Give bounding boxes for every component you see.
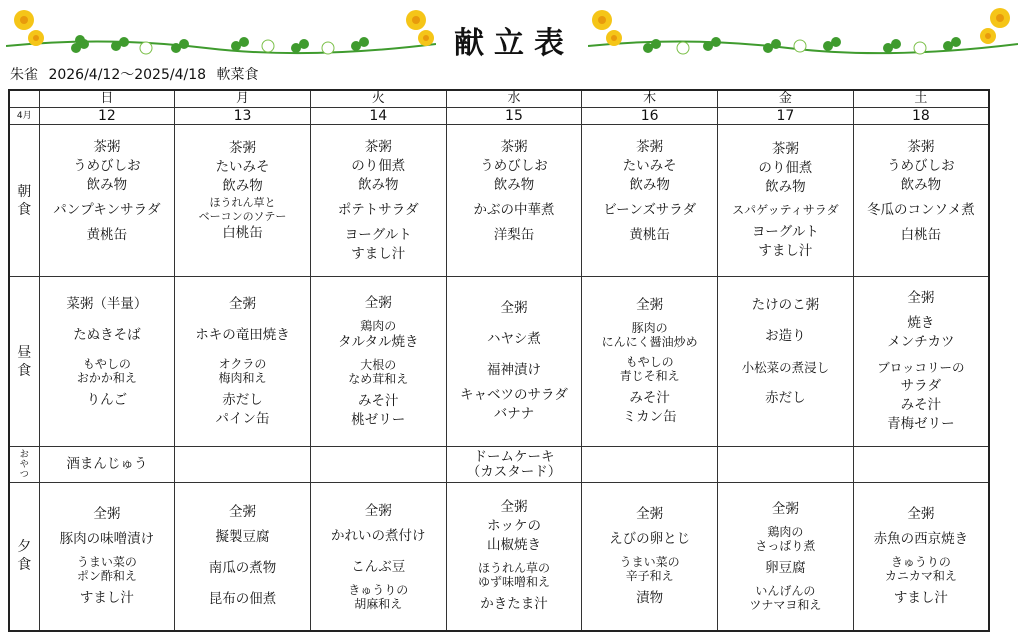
menu-item: かきたま汁 xyxy=(480,596,548,613)
menu-item: 全粥 xyxy=(907,290,935,306)
menu-item: こんぶ豆 xyxy=(351,558,406,575)
dinner-sat xyxy=(853,483,989,631)
lunch-row xyxy=(9,277,989,447)
menu-item: オクラの xyxy=(218,356,267,371)
menu-item: うまい菜の xyxy=(76,554,137,569)
menu-item: 桃ゼリー xyxy=(351,411,406,428)
menu-item: 全粥 xyxy=(364,294,392,311)
weekday-cell: 土 xyxy=(853,90,989,108)
menu-item: 黄桃缶 xyxy=(629,226,670,243)
menu-item: のり佃煮 xyxy=(351,157,406,174)
menu-item: ホッケの xyxy=(486,518,541,535)
menu-item: 全粥 xyxy=(771,501,799,518)
menu-item: 白桃缶 xyxy=(222,225,263,241)
lunch-fri xyxy=(718,277,854,447)
menu-item: りんご xyxy=(86,391,128,408)
weekday-cell: 木 xyxy=(582,90,718,108)
facility-name: 朱雀 xyxy=(10,67,38,83)
menu-item: 辛子和え xyxy=(625,568,674,583)
breakfast-fri xyxy=(718,125,854,277)
dinner-sun xyxy=(39,483,175,631)
menu-item: 飲み物 xyxy=(493,176,535,193)
menu-item: かぶの中華煮 xyxy=(473,201,555,218)
menu-item: みそ汁 xyxy=(358,392,399,409)
menu-item: おかか和え xyxy=(76,370,137,385)
snack-sun xyxy=(39,447,175,483)
menu-item: うめびしお xyxy=(887,157,955,174)
snack-mon xyxy=(175,447,311,483)
menu-item: 全粥 xyxy=(636,505,664,522)
menu-item: もやしの xyxy=(625,355,674,369)
weekday-cell: 水 xyxy=(446,90,582,108)
lunch-sat xyxy=(853,277,989,447)
weekday-cell: 日 xyxy=(39,90,175,108)
menu-item: 茶粥 xyxy=(636,138,664,155)
menu-item: 茶粥 xyxy=(771,141,799,157)
menu-item: 茶粥 xyxy=(907,138,935,155)
snack-tue xyxy=(310,447,446,483)
corner-cell xyxy=(9,90,39,108)
menu-item: タルタル焼き xyxy=(338,333,419,350)
menu-item: 胡麻和え xyxy=(354,596,403,611)
menu-item: なめ茸和え xyxy=(348,371,409,386)
menu-item: 小松菜の煮浸し xyxy=(741,360,830,375)
menu-subtitle xyxy=(10,64,264,84)
dinner-tue xyxy=(310,483,446,631)
diet-type: 軟菜食 xyxy=(216,67,259,83)
menu-item: 鶏肉の xyxy=(767,525,804,540)
menu-item: 擬製豆腐 xyxy=(215,529,270,546)
menu-item: すまし汁 xyxy=(893,589,948,606)
menu-item: パイン缶 xyxy=(215,410,270,427)
menu-item: 茶粥 xyxy=(229,140,257,156)
menu-item: ポテトサラダ xyxy=(337,201,419,218)
menu-item: すまし汁 xyxy=(79,589,134,606)
menu-item: 赤魚の西京焼き xyxy=(873,530,969,547)
menu-item: 山椒焼き xyxy=(486,537,541,554)
menu-item: （カスタード） xyxy=(466,463,562,480)
menu-item: サラダ xyxy=(900,378,942,394)
menu-item: ミカン缶 xyxy=(622,409,677,425)
menu-item: 茶粥 xyxy=(93,138,121,155)
menu-item: 飲み物 xyxy=(86,176,128,193)
menu-item: のり佃煮 xyxy=(758,160,813,176)
menu-item: すまし汁 xyxy=(351,245,406,262)
menu-item: たぬきそば xyxy=(73,326,141,343)
menu-item: 冬瓜のコンソメ煮 xyxy=(866,201,975,218)
menu-item: 南瓜の煮物 xyxy=(208,560,277,577)
menu-item: うめびしお xyxy=(73,157,141,174)
menu-item: すまし汁 xyxy=(758,243,813,259)
dinner-label: 夕 食 xyxy=(9,483,39,631)
menu-item: 全粥 xyxy=(229,295,257,312)
menu-item: 全粥 xyxy=(93,505,121,522)
menu-item: 茶粥 xyxy=(500,138,528,155)
month-label: 4月 xyxy=(9,108,39,125)
snack-thu xyxy=(582,447,718,483)
breakfast-mon xyxy=(175,125,311,277)
weekday-cell: 金 xyxy=(718,90,854,108)
dinner-wed xyxy=(446,483,582,631)
dinner-mon xyxy=(175,483,311,631)
lunch-label: 昼 食 xyxy=(9,277,39,447)
snack-sat xyxy=(853,447,989,483)
menu-item: 昆布の佃煮 xyxy=(208,591,277,608)
lunch-mon xyxy=(175,277,311,447)
menu-item: さっぱり煮 xyxy=(755,539,816,554)
menu-item: もやしの xyxy=(82,356,131,371)
menu-item: ブロッコリーの xyxy=(877,360,965,375)
menu-item: 全粥 xyxy=(229,504,257,521)
lunch-tue xyxy=(310,277,446,447)
menu-item: メンチカツ xyxy=(887,334,955,350)
date-cell: 13 xyxy=(175,108,311,125)
menu-item: 漬物 xyxy=(636,589,664,606)
menu-item: うまい菜の xyxy=(619,554,680,569)
menu-item: いんげんの xyxy=(755,584,816,599)
menu-item: ハヤシ煮 xyxy=(487,331,541,347)
dinner-row xyxy=(9,483,989,631)
menu-item: きゅうりの xyxy=(348,582,409,597)
lunch-thu xyxy=(582,277,718,447)
menu-item: カニカマ和え xyxy=(884,568,957,583)
date-cell: 14 xyxy=(310,108,446,125)
menu-item: キャベツのサラダ xyxy=(460,387,568,403)
menu-item: 豚肉の xyxy=(631,321,668,335)
menu-item: 赤だし xyxy=(765,390,806,406)
menu-item: 飲み物 xyxy=(358,176,399,193)
menu-item: ドームケーキ xyxy=(473,448,555,465)
weekday-cell: 月 xyxy=(175,90,311,108)
menu-item: ホキの竜田焼き xyxy=(195,326,290,343)
breakfast-wed xyxy=(446,125,582,277)
breakfast-sun xyxy=(39,125,175,277)
date-header-row xyxy=(9,108,989,125)
menu-item: たいみそ xyxy=(215,159,270,175)
menu-item: 焼き xyxy=(907,315,935,331)
menu-item: 飲み物 xyxy=(222,178,263,194)
menu-item: 豚肉の味噌漬け xyxy=(59,530,155,547)
breakfast-row xyxy=(9,125,989,277)
menu-item: ほうれん草の xyxy=(477,561,550,576)
menu-item: 青じそ和え xyxy=(619,369,680,383)
menu-item: 飲み物 xyxy=(765,179,806,195)
menu-item: 全粥 xyxy=(500,300,528,316)
menu-item: 鶏肉の xyxy=(360,318,397,333)
menu-item: 茶粥 xyxy=(364,138,392,155)
menu-item: かれいの煮付け xyxy=(331,527,426,544)
date-cell: 17 xyxy=(718,108,854,125)
menu-item: 福神漬け xyxy=(486,362,541,378)
menu-item: きゅうりの xyxy=(890,554,951,569)
weekday-cell: 火 xyxy=(310,90,446,108)
menu-item: うめびしお xyxy=(480,157,548,174)
menu-item: ベーコンのソテー xyxy=(198,210,287,223)
menu-item: お造り xyxy=(765,328,806,344)
menu-item: ヨーグルト xyxy=(751,224,819,240)
menu-item: ゆず味噌和え xyxy=(477,575,550,590)
snack-row xyxy=(9,447,989,483)
date-cell: 18 xyxy=(853,108,989,125)
breakfast-sat xyxy=(853,125,989,277)
weekday-header-row xyxy=(9,90,989,108)
breakfast-label: 朝 食 xyxy=(9,125,39,277)
flower-garland-left xyxy=(6,6,436,58)
flower-garland-right xyxy=(588,6,1018,58)
menu-item: たいみそ xyxy=(622,157,677,174)
breakfast-thu xyxy=(582,125,718,277)
menu-item: バナナ xyxy=(493,406,535,422)
dinner-fri xyxy=(718,483,854,631)
dinner-thu xyxy=(582,483,718,631)
menu-period: 2026/4/12～2025/4/18 xyxy=(48,67,207,83)
menu-item: みそ汁 xyxy=(629,390,670,406)
date-cell: 12 xyxy=(39,108,175,125)
menu-item: 全粥 xyxy=(636,297,664,313)
lunch-wed xyxy=(446,277,582,447)
weekly-menu-table xyxy=(8,89,990,632)
menu-item: 全粥 xyxy=(907,505,935,522)
menu-item: 飲み物 xyxy=(900,176,942,193)
header-banner xyxy=(0,0,1024,62)
menu-item: 白桃缶 xyxy=(900,226,942,243)
menu-item: ヨーグルト xyxy=(344,226,412,243)
menu-item: スパゲッティサラダ xyxy=(732,203,839,217)
menu-item: 青梅ゼリー xyxy=(887,416,955,432)
menu-item: にんにく醤油炒め xyxy=(601,335,698,349)
menu-item: 全粥 xyxy=(500,499,528,516)
menu-item: みそ汁 xyxy=(900,397,942,413)
menu-item: 梅肉和え xyxy=(218,370,267,385)
breakfast-tue xyxy=(310,125,446,277)
page-title: 献立表 xyxy=(454,26,574,61)
menu-item: 卵豆腐 xyxy=(765,560,806,577)
menu-item: えびの卵とじ xyxy=(609,530,691,547)
menu-item: 赤だし xyxy=(222,391,263,408)
lunch-sun xyxy=(39,277,175,447)
snack-wed xyxy=(446,447,582,483)
menu-item: パンプキンサラダ xyxy=(53,201,161,218)
menu-item: たけのこ粥 xyxy=(751,297,820,313)
menu-item: 大根の xyxy=(360,357,397,372)
menu-item: 黄桃缶 xyxy=(86,226,128,243)
menu-item: 全粥 xyxy=(364,502,392,519)
menu-item: ポン酢和え xyxy=(76,568,137,583)
menu-item: ほうれん草と xyxy=(209,196,276,209)
menu-item: ツナマヨ和え xyxy=(749,598,822,613)
menu-item: 飲み物 xyxy=(629,176,670,193)
snack-fri xyxy=(718,447,854,483)
menu-item: ビーンズサラダ xyxy=(603,201,697,218)
snack-label: お や つ xyxy=(9,447,39,483)
date-cell: 16 xyxy=(582,108,718,125)
menu-item: 酒まんじゅう xyxy=(66,456,148,472)
date-cell: 15 xyxy=(446,108,582,125)
menu-item: 洋梨缶 xyxy=(493,226,535,243)
menu-item: 菜粥（半量） xyxy=(66,295,148,312)
